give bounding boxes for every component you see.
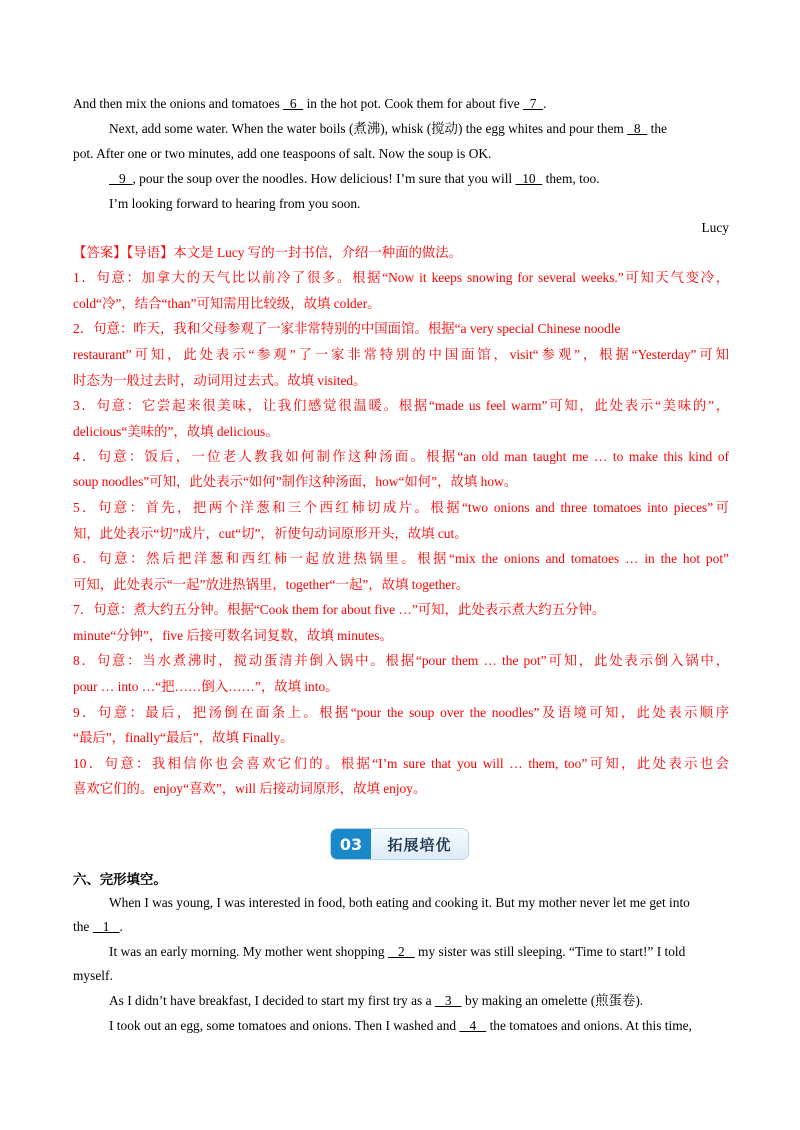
badge-label: 拓展培优 [371, 829, 468, 859]
answer-line: 1．句意：加拿大的天气比以前冷了很多。根据“Now it keeps snowing for several weeks.”可知天气变冷， [73, 270, 729, 285]
section-badge [331, 829, 468, 859]
answer-line: cold“冷”，结合“than”可知需用比较级，故填 colder。 [73, 296, 381, 311]
answer-line: soup noodles”可知，此处表示“如何”制作这种汤面，how“如何”，故填 how。 [73, 474, 518, 489]
letter-text: Next, add some water. When the water boils (煮沸), whisk (搅动) the egg whites and pour them [109, 121, 628, 136]
blank-3: 3 [434, 993, 462, 1008]
letter-text: , pour the soup over the noodles. How delicious! I’m sure that you will [132, 171, 516, 186]
answer-line: pour … into …“把……倒入……”，故填 into。 [73, 679, 339, 694]
passage-text: myself. [73, 968, 113, 983]
letter-text: pot. After one or two minutes, add one teaspoons of salt. Now the soup is OK. [73, 146, 492, 161]
letter-signature [73, 219, 729, 237]
answer-line: 3．句意：它尝起来很美味，让我们感觉很温暖。根据“made us feel warm”可知，此处表示“美味的”， [73, 398, 729, 413]
blank-6: 6 [283, 96, 304, 111]
signature-text: Lucy [701, 220, 729, 235]
answer-line: 喜欢它们的。enjoy“喜欢”，will 后接动词原形，故填 enjoy。 [73, 781, 427, 796]
letter-text: them, too. [542, 171, 600, 186]
letter-text: . [543, 96, 547, 111]
letter-text: the [647, 121, 667, 136]
letter-line [109, 170, 729, 188]
letter-line [73, 145, 729, 163]
passage-text: . [119, 919, 123, 934]
answer-line: 8．句意：当水煮沸时，搅动蛋清并倒入锅中。根据“pour them … the pot”可知，此处表示倒入锅中， [73, 653, 729, 668]
answer-line: 10．句意：我相信你也会喜欢它们的。根据“I’m sure that you will … them, too”可知，此处表示也会 [73, 756, 729, 771]
passage-text: It was an early morning. My mother went shopping [109, 944, 388, 959]
letter-line [109, 195, 729, 213]
blank-8: 8 [627, 121, 648, 136]
passage-text: I took out an egg, some tomatoes and onions. Then I washed and [109, 1018, 460, 1033]
blank-1: 1 [92, 919, 120, 934]
passage-text: the [73, 919, 93, 934]
letter-text: I’m looking forward to hearing from you soon. [109, 196, 361, 211]
answer-line: 4．句意：饭后，一位老人教我如何制作这种汤面。根据“an old man taught me … to make this kind of [73, 449, 729, 464]
passage-line [109, 1017, 729, 1035]
answer-line: 知，此处表示“切”成片，cut“切”，祈使句动词原形开头，故填 cut。 [73, 526, 468, 541]
section-title: 六、完形填空。 [73, 873, 167, 888]
answer-line: 【答案】【导语】本文是 Lucy 写的一封书信，介绍一种面的做法。 [73, 245, 463, 260]
letter-text: And then mix the onions and tomatoes [73, 96, 284, 111]
answer-line: 6．句意：然后把洋葱和西红柿一起放进热锅里。根据“mix the onions and tomatoes … in the hot pot” [73, 551, 729, 566]
letter-line [109, 120, 729, 138]
blank-4: 4 [459, 1018, 487, 1033]
passage-text: When I was young, I was interested in food, both eating and cooking it. But my mother never let me get into [109, 895, 690, 910]
answer-line: 2．句意：昨天，我和父母参观了一家非常特别的中国面馆。根据“a very special Chinese noodle [73, 321, 621, 336]
blank-10: 10 [515, 171, 543, 186]
badge-number: 03 [331, 829, 371, 859]
answer-line: “最后”，finally“最后”，故填 Finally。 [73, 730, 294, 745]
letter-line [73, 95, 729, 113]
passage-line [73, 967, 729, 985]
passage-text: the tomatoes and onions. At this time, [486, 1018, 692, 1033]
passage-text: by making an omelette (煎蛋卷). [461, 993, 644, 1008]
answer-line: 7．句意：煮大约五分钟。根据“Cook them for about five …”可知，此处表示煮大约五分钟。 [73, 602, 606, 617]
passage-text: my sister was still sleeping. “Time to start!” I told [414, 944, 686, 959]
blank-2: 2 [387, 944, 415, 959]
answer-line: restaurant”可知，此处表示“参观”了一家非常特别的中国面馆，visit“参观”，根据“Yesterday”可知 [73, 347, 729, 362]
blank-9: 9 [109, 171, 133, 186]
blank-7: 7 [523, 96, 544, 111]
answer-line: 时态为一般过去时，动词用过去式。故填 visited。 [73, 373, 367, 388]
passage-line [109, 943, 729, 961]
passage-line [109, 992, 729, 1010]
answer-line: 可知，此处表示“一起”放进热锅里，together“一起”，故填 together。 [73, 577, 470, 592]
answer-line: 9．句意：最后，把汤倒在面条上。根据“pour the soup over the noodles”及语境可知，此处表示顺序 [73, 705, 729, 720]
letter-text: in the hot pot. Cook them for about five [303, 96, 524, 111]
passage-line [109, 894, 729, 912]
answer-line: minute“分钟”，five 后接可数名词复数，故填 minutes。 [73, 628, 393, 643]
answer-line: 5．句意：首先，把两个洋葱和三个西红柿切成片。根据“two onions and three tomatoes into pieces”可 [73, 500, 729, 515]
passage-text: As I didn’t have breakfast, I decided to start my first try as a [109, 993, 435, 1008]
answer-line: delicious“美味的”，故填 delicious。 [73, 424, 279, 439]
passage-line [73, 918, 729, 936]
